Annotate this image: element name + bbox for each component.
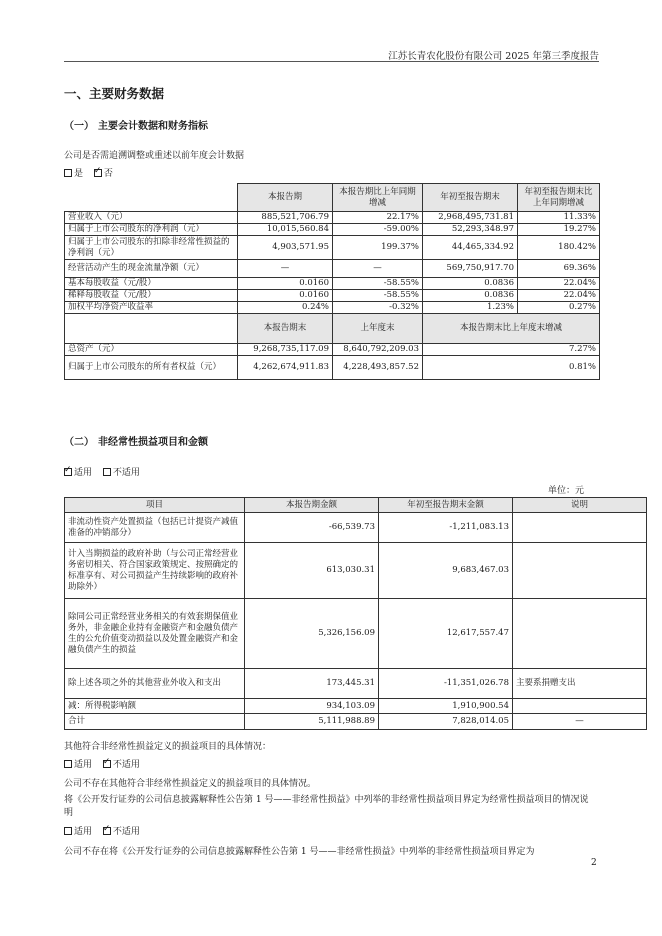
cell-note — [513, 513, 647, 543]
cell-value: 199.37% — [333, 236, 423, 260]
empty-header-cell — [65, 184, 238, 212]
cell-value: 44,465,334.92 — [423, 236, 518, 260]
applicable-option: 适用 — [64, 760, 92, 770]
column-header: 本报告期金额 — [245, 498, 379, 513]
row-label: 基本每股收益（元/股） — [65, 278, 238, 290]
row-label: 非流动性资产处置损益（包括已计提资产减值准备的冲销部分） — [65, 513, 245, 543]
unchecked-box-icon — [64, 827, 72, 835]
cell-value: 5,111,988.89 — [245, 714, 379, 730]
column-header: 上年度末 — [333, 314, 423, 344]
empty-header-cell — [65, 314, 238, 344]
subsection-title-non-recurring — [64, 433, 208, 448]
subsection-number: （一） — [64, 121, 94, 132]
column-header: 本报告期末比上年度末增减 — [423, 314, 600, 344]
cell-value: 0.27% — [518, 302, 600, 314]
cell-value: 12,617,557.47 — [379, 599, 513, 669]
row-label: 总资产（元） — [65, 344, 238, 356]
restate-no-option: ✓ 否 — [94, 169, 113, 179]
cell-value: 1,910,900.54 — [379, 699, 513, 714]
cell-value: 0.0160 — [238, 278, 333, 290]
column-header: 年初至报告期末 — [423, 184, 518, 212]
checked-box-icon — [64, 468, 72, 476]
row-label: 经营活动产生的现金流量净额（元） — [65, 260, 238, 278]
unit-label: 单位：元 — [548, 486, 585, 496]
cell-value: -11,351,026.78 — [379, 669, 513, 699]
table-row — [65, 260, 600, 278]
cell-value: 22.17% — [333, 212, 423, 224]
cell-value: 173,445.31 — [245, 669, 379, 699]
applicable-option: ✓适用 — [64, 468, 92, 478]
column-header: 说明 — [513, 498, 647, 513]
cell-value: 569,750,917.70 — [423, 260, 518, 278]
applicable-option: 适用 — [64, 827, 92, 837]
cell-value: 0.0836 — [423, 278, 518, 290]
table-row — [65, 699, 647, 714]
section-title-financial-data: 一、主要财务数据 — [64, 86, 165, 101]
page-header — [64, 48, 599, 62]
not-applicable-option: 不适用 — [103, 468, 140, 478]
cell-note: — — [513, 714, 647, 730]
cell-value: 7,828,014.05 — [379, 714, 513, 730]
table-header-row — [65, 498, 647, 513]
subsection-label: 非经常性损益项目和金额 — [98, 437, 208, 448]
cell-value: 4,903,571.95 — [238, 236, 333, 260]
row-label: 营业收入（元） — [65, 212, 238, 224]
column-header: 项目 — [65, 498, 245, 513]
cell-value: — — [238, 260, 333, 278]
cell-value: 22.04% — [518, 278, 600, 290]
cell-value: 0.81% — [423, 356, 600, 380]
other-items-title: 其他符合非经常性损益定义的损益项目的具体情况： — [64, 742, 272, 752]
cell-value: 4,262,674,911.83 — [238, 356, 333, 380]
restate-yes-option: 是 — [64, 169, 83, 179]
cell-value: 934,103.09 — [245, 699, 379, 714]
column-header: 年初至报告期末比上年同期增减 — [518, 184, 600, 212]
cell-value: 8,640,792,209.03 — [333, 344, 423, 356]
cell-note — [513, 543, 647, 599]
cell-value: 0.0836 — [423, 290, 518, 302]
apply-options — [64, 465, 148, 478]
cell-value: 22.04% — [518, 290, 600, 302]
cell-value: -58.55% — [333, 278, 423, 290]
row-label: 减：所得税影响额 — [65, 699, 245, 714]
header-text: 江苏长青农化股份有限公司 2025 年第三季度报告 — [388, 51, 599, 62]
row-label: 稀释每股收益（元/股） — [65, 290, 238, 302]
non-recurring-items-table — [64, 497, 647, 730]
table-row — [65, 212, 600, 224]
classification-title: 将《公开发行证券的公司信息披露解释性公告第 1 号——非经常性损益》中列举的非经常性损益项目界定为经常性损益项目的情况说明 — [64, 795, 589, 818]
cell-note — [513, 699, 647, 714]
cell-value: -66,539.73 — [245, 513, 379, 543]
unchecked-box-icon — [64, 169, 72, 177]
table-row — [65, 356, 600, 380]
classification-apply-options — [64, 824, 148, 837]
column-header: 年初至报告期末金额 — [379, 498, 513, 513]
cell-value: 0.0160 — [238, 290, 333, 302]
table-row — [65, 714, 647, 730]
cell-value: 1.23% — [423, 302, 518, 314]
page-number: 2 — [591, 858, 597, 868]
cell-note: 主要系捐赠支出 — [513, 669, 647, 699]
row-label: 归属于上市公司股东的所有者权益（元） — [65, 356, 238, 380]
cell-value: -0.32% — [333, 302, 423, 314]
checked-box-icon — [103, 760, 111, 768]
other-items-apply-options — [64, 757, 148, 770]
cell-value: 9,268,735,117.09 — [238, 344, 333, 356]
unchecked-box-icon — [103, 468, 111, 476]
row-label: 除上述各项之外的其他营业外收入和支出 — [65, 669, 245, 699]
cell-value: 7.27% — [423, 344, 600, 356]
classification-text: 公司不存在将《公开发行证券的公司信息披露解释性公告第 1 号——非经常性损益》中列举的非经常性损益项目界定为 — [64, 847, 535, 857]
cell-value: 885,521,706.79 — [238, 212, 333, 224]
table-row — [65, 290, 600, 302]
cell-value: 19.27% — [518, 224, 600, 236]
unchecked-box-icon — [64, 760, 72, 768]
row-label: 合计 — [65, 714, 245, 730]
cell-value: 613,030.31 — [245, 543, 379, 599]
table-row — [65, 236, 600, 260]
subsection-number: （二） — [64, 437, 94, 448]
cell-value: 180.42% — [518, 236, 600, 260]
table-header-row — [65, 314, 600, 344]
cell-value: 9,683,467.03 — [379, 543, 513, 599]
table-row — [65, 599, 647, 669]
table-header-row — [65, 184, 600, 212]
not-applicable-option: ✓ 不适用 — [103, 760, 140, 770]
other-items-text: 公司不存在其他符合非经常性损益定义的损益项目的具体情况。 — [64, 779, 317, 789]
restate-options — [64, 166, 121, 179]
column-header: 本报告期末 — [238, 314, 333, 344]
cell-value: 11.33% — [518, 212, 600, 224]
cell-value: — — [333, 260, 423, 278]
cell-value: 52,293,348.97 — [423, 224, 518, 236]
row-label: 归属于上市公司股东的净利润（元） — [65, 224, 238, 236]
row-label: 加权平均净资产收益率 — [65, 302, 238, 314]
cell-note — [513, 599, 647, 669]
subsection-label: 主要会计数据和财务指标 — [98, 121, 208, 132]
cell-value: 0.24% — [238, 302, 333, 314]
cell-value: -58.55% — [333, 290, 423, 302]
cell-value: 69.36% — [518, 260, 600, 278]
table-row — [65, 278, 600, 290]
cell-value: -59.00% — [333, 224, 423, 236]
key-financial-data-table — [64, 183, 600, 380]
row-label: 计入当期损益的政府补助（与公司正常经营业务密切相关、符合国家政策规定、按照确定的标准享有、对公司损益产生持续影响的政府补助除外） — [65, 543, 245, 599]
table-row — [65, 543, 647, 599]
cell-value: 4,228,493,857.52 — [333, 356, 423, 380]
column-header: 本报告期 — [238, 184, 333, 212]
row-label: 除同公司正常经营业务相关的有效套期保值业务外，非金融企业持有金融资产和金融负债产生的公允价值变动损益以及处置金融资产和金融负债产生的损益 — [65, 599, 245, 669]
table-row — [65, 224, 600, 236]
checked-box-icon — [103, 827, 111, 835]
cell-value: 5,326,156.09 — [245, 599, 379, 669]
checked-box-icon — [94, 169, 102, 177]
cell-value: 10,015,560.84 — [238, 224, 333, 236]
column-header: 本报告期比上年同期增减 — [333, 184, 423, 212]
table-row — [65, 513, 647, 543]
row-label: 归属于上市公司股东的扣除非经常性损益的净利润（元） — [65, 236, 238, 260]
not-applicable-option: ✓ 不适用 — [103, 827, 140, 837]
subsection-title-accounting-data — [64, 117, 208, 132]
table-row — [65, 302, 600, 314]
cell-value: 2,968,495,731.81 — [423, 212, 518, 224]
table-row — [65, 669, 647, 699]
table-row — [65, 344, 600, 356]
cell-value: -1,211,083.13 — [379, 513, 513, 543]
restate-question: 公司是否需追溯调整或重述以前年度会计数据 — [64, 151, 245, 161]
